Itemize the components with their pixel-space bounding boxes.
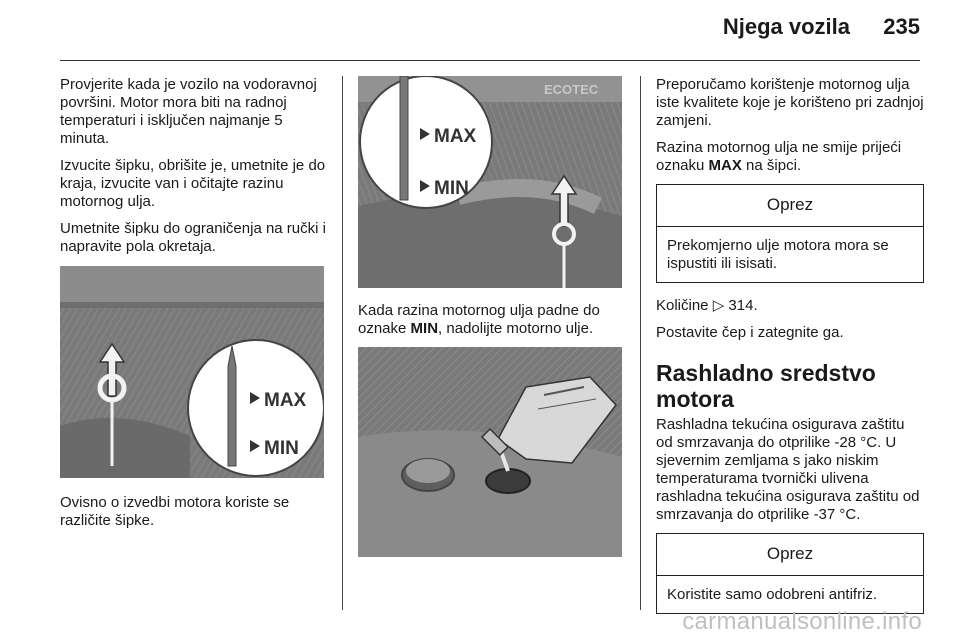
column-2 bbox=[358, 76, 624, 557]
warning-box bbox=[656, 533, 924, 614]
min-label: MIN bbox=[434, 178, 469, 199]
warning-body: Prekomjerno ulje motora mora se ispustiti ili isisati. bbox=[667, 237, 889, 272]
paragraph: Preporučamo korištenje motornog ulja iste kvalitete koje je korišteno pri zadnjoj zamjeni. bbox=[656, 76, 924, 129]
max-label: MAX bbox=[264, 390, 307, 411]
column-3 bbox=[656, 76, 924, 628]
quantities-reference: Količine ▷ 314. bbox=[656, 297, 758, 314]
paragraph: Razina motornog ulja ne smije prijeći oznaku MAX na šipci. bbox=[656, 139, 902, 174]
section-title: Rashladno sredstvo motora bbox=[656, 360, 876, 412]
paragraph: Umetnite šipku do ograničenja na ručki i napravite pola okretaja. bbox=[60, 220, 326, 255]
figure-caption: Ovisno o izvedbi motora koriste se različite šipke. bbox=[60, 494, 290, 529]
page-ref-arrow-icon: ▷ bbox=[712, 297, 725, 314]
warning-title: Oprez bbox=[657, 185, 923, 227]
column-1 bbox=[60, 76, 328, 539]
page-reference-link[interactable]: 314 bbox=[728, 297, 754, 314]
paragraph: Provjerite kada je vozilo na vodoravnoj površini. Motor mora biti na radnoj temperaturi i isključen najmanje 5 minuta. bbox=[60, 76, 317, 147]
figure-caption: Kada razina motornog ulja padne do oznake MIN, nadolijte motorno ulje. bbox=[358, 302, 600, 337]
paragraph: Rashladna tekućina osigurava zaštitu od smrzavanja do otprilike -28 °C. U sjevernim zemljama s jako niskim temperaturama tvornički ulivena rashladna tekućina osigurava zaštitu od smrzavanja do otprilike -37 °C. bbox=[656, 416, 920, 523]
column-divider-2 bbox=[640, 76, 641, 610]
warning-box bbox=[656, 184, 924, 283]
dipstick-figure-1 bbox=[60, 266, 324, 478]
max-label: MAX bbox=[434, 126, 477, 147]
header-divider bbox=[60, 60, 920, 61]
warning-title: Oprez bbox=[657, 534, 923, 576]
min-label: MIN bbox=[264, 438, 299, 459]
engine-cover-text: ECOTEC bbox=[544, 82, 599, 97]
footer-watermark: carmanualsonline.info bbox=[682, 608, 922, 635]
header-title: Njega vozila bbox=[722, 14, 850, 39]
column-divider-1 bbox=[342, 76, 343, 610]
warning-body: Koristite samo odobreni antifriz. bbox=[667, 586, 878, 603]
page-number: 235 bbox=[883, 14, 920, 39]
oil-filling-figure bbox=[358, 347, 622, 557]
paragraph: Izvucite šipku, obrišite je, umetnite je do kraja, izvucite van i očitajte razinu motornog ulja. bbox=[60, 157, 326, 210]
dipstick-figure-2 bbox=[358, 76, 622, 288]
paragraph: Postavite čep i zategnite ga. bbox=[656, 324, 844, 341]
